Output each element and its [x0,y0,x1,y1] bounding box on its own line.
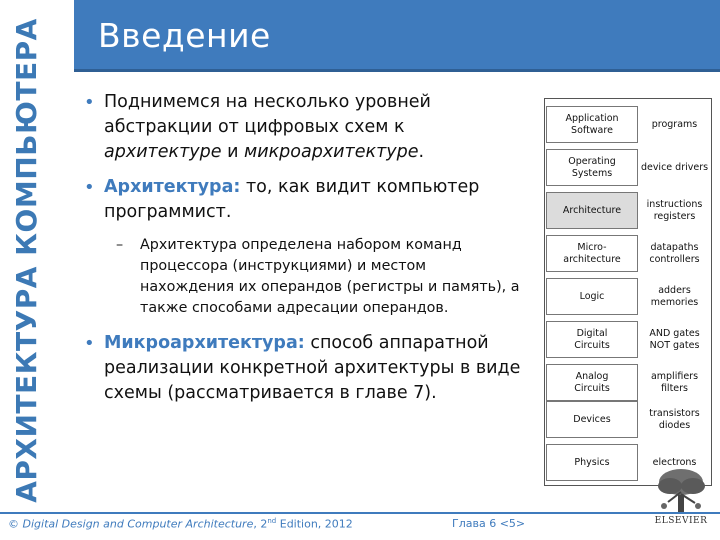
elsevier-logo [646,466,716,528]
level-row [545,318,713,361]
level-name [546,401,638,438]
tree-icon [646,466,716,516]
level-name-text: Logic [579,290,605,302]
level-name-text: Architecture [562,204,622,216]
slide-body [82,90,522,416]
bullet-microarchitecture [82,331,522,406]
footer-edition-sup: nd [267,517,277,525]
footer-divider [0,512,720,514]
bullet-microarchitecture-text: способ аппаратной реализации конкретной архитектуры в виде схемы (рассматривается в главе 7). [104,333,521,403]
footer-book-title: Digital Design and Computer Architecture [22,517,254,531]
level-example: programs [651,118,698,130]
bullet-architecture [82,175,522,225]
level-name-text: Devices [573,413,611,425]
level-row [545,232,713,275]
footer-edition-post: Edition, 2012 [276,517,353,531]
term-microarchitecture: микроархитектуре [244,142,419,162]
bullet-architecture-text: то, как видит компьютер программист. [104,177,480,222]
slide-header-bar [74,0,720,72]
slide-title: Введение [98,16,271,55]
level-example: transistors diodes [649,407,700,431]
level-name [546,321,638,358]
bullet-intro-and: и [221,142,245,162]
footer-credit [8,517,353,531]
sub-bullet-architecture-detail: – Архитектура определена набором команд процессора (инструкциями) и местом нахождения их операндов (регистры и память), а также способами адресации операндов. [82,235,522,319]
level-name [546,444,638,481]
vertical-course-title-text: АРХИТЕКТУРА КОМПЬЮТЕРА [9,18,43,503]
level-example: amplifiers filters [650,370,699,394]
level-name-text: Digital Circuits [574,327,610,351]
level-example: instructions registers [646,198,703,222]
level-name-text: Micro- architecture [563,241,621,265]
bullet-intro [82,90,522,165]
footer-edition-pre: , 2 [253,517,268,531]
level-name [546,235,638,272]
level-example: device drivers [640,161,709,173]
abstraction-levels-diagram [544,98,712,486]
level-row [545,146,713,189]
vertical-course-title [2,8,50,513]
level-row-highlighted [545,189,713,232]
level-example: electrons [652,456,697,468]
term-architecture: архитектуре [104,142,222,162]
level-row [545,103,713,146]
level-row [545,398,713,441]
level-example: adders memories [650,284,699,308]
bullet-architecture-label: Архитектура: [104,177,241,197]
level-example: AND gates NOT gates [649,327,700,351]
level-name [546,149,638,186]
bullet-intro-end: . [418,142,425,162]
level-name [546,278,638,315]
bullet-intro-text: Поднимемся на несколько уровней абстракции от цифровых схем к [104,92,431,137]
level-name-text: Application Software [565,112,619,136]
footer-copyright: © [8,517,23,531]
level-name [546,364,638,401]
level-name [546,106,638,143]
elsevier-wordmark: ELSEVIER [654,516,708,526]
bullet-microarchitecture-label: Микроархитектура: [104,333,305,353]
level-name-text: Physics [574,456,610,468]
level-name-highlighted [546,192,638,229]
footer-chapter-page: Глава 6 <5> [452,517,526,530]
level-example: datapaths controllers [649,241,700,265]
level-row [545,275,713,318]
level-name-text: Operating Systems [568,155,616,179]
level-name-text: Analog Circuits [574,370,610,394]
